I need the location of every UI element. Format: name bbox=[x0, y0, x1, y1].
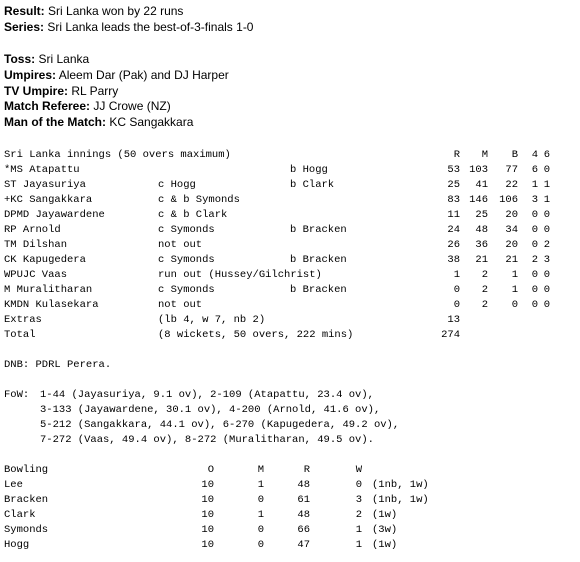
runs-conceded-cell: 47 bbox=[297, 539, 310, 551]
motm-value: KC Sangakkara bbox=[109, 115, 194, 129]
minutes-cell: 21 bbox=[475, 254, 488, 266]
minutes-cell: 36 bbox=[475, 239, 488, 251]
col-header-m: M bbox=[481, 149, 488, 161]
toss-value: Sri Lanka bbox=[38, 52, 90, 66]
bowler-name: Clark bbox=[4, 509, 36, 521]
col-header-4: 4 bbox=[531, 149, 538, 161]
minutes-cell: 2 bbox=[481, 284, 488, 296]
dismissal-fielder: c Symonds bbox=[158, 284, 215, 296]
bowler-name: Symonds bbox=[4, 524, 49, 536]
col-header-b: B bbox=[511, 149, 518, 161]
dismissal-fielder: c Symonds bbox=[158, 254, 215, 266]
dismissal-fielder: c Hogg bbox=[158, 179, 196, 191]
extras-note-cell: (1nb, 1w) bbox=[372, 494, 429, 506]
batsman-name: *MS Atapattu bbox=[4, 164, 80, 176]
batsman-name: WPUJC Vaas bbox=[4, 269, 68, 281]
sixes-cell: 0 bbox=[543, 284, 550, 296]
batsman-name: ST Jayasuriya bbox=[4, 179, 86, 191]
fours-cell: 1 bbox=[531, 179, 538, 191]
overs-cell: 10 bbox=[201, 509, 214, 521]
wickets-cell: 1 bbox=[355, 524, 362, 536]
minutes-cell: 103 bbox=[469, 164, 488, 176]
fours-cell: 0 bbox=[531, 299, 538, 311]
dismissal-bowler: b Bracken bbox=[290, 254, 347, 266]
bowl-header-m: M bbox=[257, 464, 264, 476]
batsman-name: DPMD Jayawardene bbox=[4, 209, 105, 221]
total-detail: (8 wickets, 50 overs, 222 mins) bbox=[158, 329, 354, 341]
result-value: Sri Lanka won by 22 runs bbox=[48, 4, 184, 18]
fours-cell: 0 bbox=[531, 239, 538, 251]
balls-cell: 34 bbox=[505, 224, 518, 236]
dismissal-fielder: not out bbox=[158, 299, 203, 311]
balls-cell: 20 bbox=[505, 209, 518, 221]
runs-conceded-cell: 48 bbox=[297, 479, 310, 491]
overs-cell: 10 bbox=[201, 494, 214, 506]
sixes-cell: 3 bbox=[543, 254, 550, 266]
series-line bbox=[4, 20, 253, 34]
col-header-6: 6 bbox=[543, 149, 550, 161]
dismissal-bowler: b Bracken bbox=[290, 224, 347, 236]
minutes-cell: 2 bbox=[481, 269, 488, 281]
sixes-cell: 0 bbox=[543, 224, 550, 236]
bowl-header-w: W bbox=[355, 464, 362, 476]
dismissal-bowler: b Clark bbox=[290, 179, 335, 191]
overs-cell: 10 bbox=[201, 524, 214, 536]
minutes-cell: 2 bbox=[481, 299, 488, 311]
runs-cell: 1 bbox=[453, 269, 460, 281]
runs-conceded-cell: 61 bbox=[297, 494, 310, 506]
referee-line bbox=[4, 99, 171, 113]
runs-cell: 11 bbox=[447, 209, 460, 221]
toss-line bbox=[4, 52, 89, 66]
runs-cell: 0 bbox=[453, 299, 460, 311]
balls-cell: 20 bbox=[505, 239, 518, 251]
umpires-value: Aleem Dar (Pak) and DJ Harper bbox=[58, 68, 229, 82]
minutes-cell: 146 bbox=[469, 194, 488, 206]
tv-umpire-label: TV Umpire: bbox=[4, 84, 69, 98]
minutes-cell: 25 bbox=[475, 209, 488, 221]
dismissal-fielder: run out (Hussey/Gilchrist) bbox=[158, 269, 322, 281]
motm-line bbox=[4, 115, 193, 129]
total-runs: 274 bbox=[441, 329, 460, 341]
result-label: Result: bbox=[4, 4, 45, 18]
extras-detail: (lb 4, w 7, nb 2) bbox=[158, 314, 266, 326]
fours-cell: 0 bbox=[531, 284, 538, 296]
maidens-cell: 0 bbox=[257, 494, 264, 506]
dismissal-bowler: b Hogg bbox=[290, 164, 328, 176]
runs-conceded-cell: 48 bbox=[297, 509, 310, 521]
runs-cell: 24 bbox=[447, 224, 460, 236]
extras-total: 13 bbox=[447, 314, 460, 326]
balls-cell: 77 bbox=[505, 164, 518, 176]
dismissal-bowler: b Bracken bbox=[290, 284, 347, 296]
maidens-cell: 0 bbox=[257, 539, 264, 551]
runs-cell: 0 bbox=[453, 284, 460, 296]
tv-umpire-value: RL Parry bbox=[71, 84, 119, 98]
sixes-cell: 0 bbox=[543, 164, 550, 176]
balls-cell: 22 bbox=[505, 179, 518, 191]
runs-cell: 25 bbox=[447, 179, 460, 191]
fow-label: FoW: bbox=[4, 389, 30, 401]
fours-cell: 2 bbox=[531, 254, 538, 266]
umpires-label: Umpires: bbox=[4, 68, 57, 82]
result-line bbox=[4, 4, 183, 18]
dismissal-fielder: c & b Clark bbox=[158, 209, 228, 221]
fours-cell: 6 bbox=[531, 164, 538, 176]
maidens-cell: 1 bbox=[257, 479, 264, 491]
series-label: Series: bbox=[4, 20, 45, 34]
wickets-cell: 0 bbox=[355, 479, 362, 491]
bowler-name: Lee bbox=[4, 479, 23, 491]
sixes-cell: 1 bbox=[543, 179, 550, 191]
sixes-cell: 0 bbox=[543, 299, 550, 311]
balls-cell: 106 bbox=[499, 194, 518, 206]
fours-cell: 0 bbox=[531, 269, 538, 281]
batsman-name: M Muralitharan bbox=[4, 284, 93, 296]
minutes-cell: 48 bbox=[475, 224, 488, 236]
wickets-cell: 2 bbox=[355, 509, 362, 521]
extras-note-cell: (1nb, 1w) bbox=[372, 479, 429, 491]
sixes-cell: 1 bbox=[543, 194, 550, 206]
fow-line: 3-133 (Jayawardene, 30.1 ov), 4-200 (Arnold, 41.6 ov), bbox=[40, 404, 381, 416]
bowl-header-r: R bbox=[303, 464, 310, 476]
wickets-cell: 1 bbox=[355, 539, 362, 551]
balls-cell: 21 bbox=[505, 254, 518, 266]
umpires-line bbox=[4, 68, 229, 82]
extras-note-cell: (1w) bbox=[372, 509, 398, 521]
maidens-cell: 1 bbox=[257, 509, 264, 521]
referee-label: Match Referee: bbox=[4, 99, 91, 113]
dismissal-fielder: c & b Symonds bbox=[158, 194, 240, 206]
batsman-name: RP Arnold bbox=[4, 224, 61, 236]
fours-cell: 0 bbox=[531, 209, 538, 221]
runs-conceded-cell: 66 bbox=[297, 524, 310, 536]
col-header-r: R bbox=[453, 149, 460, 161]
tv-umpire-line bbox=[4, 84, 118, 98]
motm-label: Man of the Match: bbox=[4, 115, 106, 129]
bowler-name: Hogg bbox=[4, 539, 30, 551]
balls-cell: 1 bbox=[511, 269, 518, 281]
dismissal-fielder: c Symonds bbox=[158, 224, 215, 236]
runs-cell: 26 bbox=[447, 239, 460, 251]
fow-line: 1-44 (Jayasuriya, 9.1 ov), 2-109 (Atapattu, 23.4 ov), bbox=[40, 389, 374, 401]
bowl-header-o: O bbox=[207, 464, 214, 476]
bowling-header: Bowling bbox=[4, 464, 49, 476]
sixes-cell: 2 bbox=[543, 239, 550, 251]
fow-line: 7-272 (Vaas, 49.4 ov), 8-272 (Muralitharan, 49.5 ov). bbox=[40, 434, 374, 446]
extras-label: Extras bbox=[4, 314, 42, 326]
wickets-cell: 3 bbox=[355, 494, 362, 506]
runs-cell: 83 bbox=[447, 194, 460, 206]
innings-title: Sri Lanka innings (50 overs maximum) bbox=[4, 149, 231, 161]
fours-cell: 0 bbox=[531, 224, 538, 236]
toss-label: Toss: bbox=[4, 52, 36, 66]
batsman-name: TM Dilshan bbox=[4, 239, 68, 251]
overs-cell: 10 bbox=[201, 539, 214, 551]
minutes-cell: 41 bbox=[475, 179, 488, 191]
did-not-bat: DNB: PDRL Perera. bbox=[4, 359, 112, 371]
batsman-name: +KC Sangakkara bbox=[4, 194, 93, 206]
extras-note-cell: (3w) bbox=[372, 524, 398, 536]
maidens-cell: 0 bbox=[257, 524, 264, 536]
runs-cell: 53 bbox=[447, 164, 460, 176]
total-label: Total bbox=[4, 329, 36, 341]
batsman-name: KMDN Kulasekara bbox=[4, 299, 99, 311]
fow-line: 5-212 (Sangakkara, 44.1 ov), 6-270 (Kapugedera, 49.2 ov), bbox=[40, 419, 400, 431]
bowler-name: Bracken bbox=[4, 494, 49, 506]
batsman-name: CK Kapugedera bbox=[4, 254, 86, 266]
runs-cell: 38 bbox=[447, 254, 460, 266]
sixes-cell: 0 bbox=[543, 209, 550, 221]
series-value: Sri Lanka leads the best-of-3-finals 1-0 bbox=[47, 20, 254, 34]
extras-note-cell: (1w) bbox=[372, 539, 398, 551]
balls-cell: 1 bbox=[511, 284, 518, 296]
sixes-cell: 0 bbox=[543, 269, 550, 281]
balls-cell: 0 bbox=[511, 299, 518, 311]
fours-cell: 3 bbox=[531, 194, 538, 206]
referee-value: JJ Crowe (NZ) bbox=[93, 99, 171, 113]
dismissal-fielder: not out bbox=[158, 239, 203, 251]
overs-cell: 10 bbox=[201, 479, 214, 491]
